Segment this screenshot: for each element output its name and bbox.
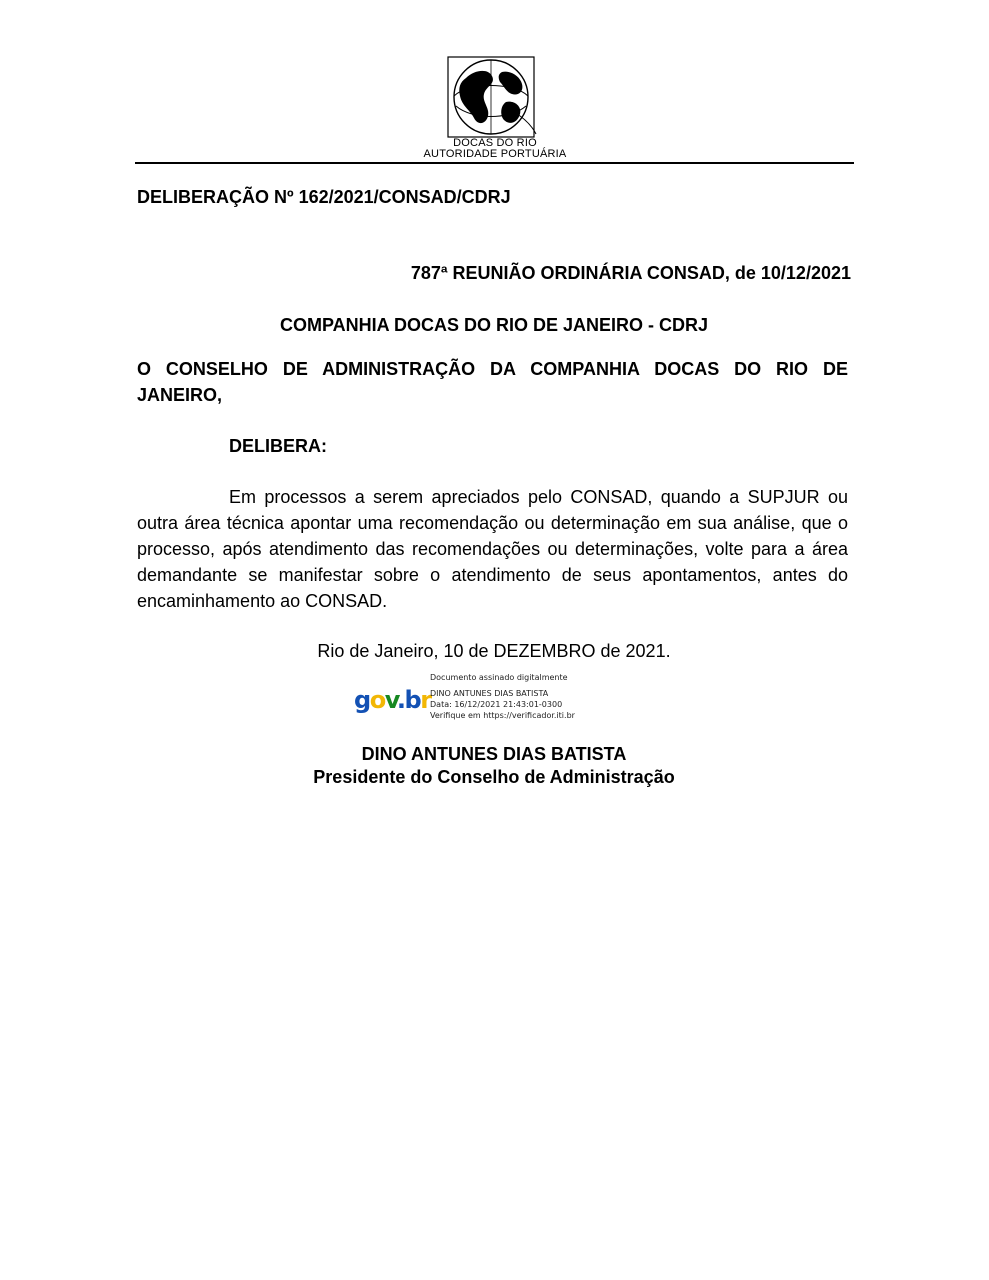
header-divider xyxy=(135,162,854,164)
delibera-label: DELIBERA: xyxy=(229,436,327,456)
govbr-logo-icon xyxy=(354,684,431,714)
signature-signer: DINO ANTUNES DIAS BATISTA xyxy=(430,689,549,698)
signature-date: Data: 16/12/2021 21:43:01-0300 xyxy=(430,700,563,709)
logo-org-name: DOCAS DO RIO xyxy=(453,137,537,149)
signature-caption: Documento assinado digitalmente xyxy=(430,673,568,682)
company-heading: COMPANHIA DOCAS DO RIO DE JANEIRO - CDRJ xyxy=(279,315,709,335)
place-date: Rio de Janeiro, 10 de DEZEMBRO de 2021. xyxy=(317,641,671,661)
signature-verify-link[interactable]: Verifique em https://verificador.iti.br xyxy=(430,711,575,720)
meeting-line: 787ª REUNIÃO ORDINÁRIA CONSAD, de 10/12/2021 xyxy=(410,263,851,283)
signer-title: Presidente do Conselho de Administração xyxy=(313,767,675,787)
council-statement: O CONSELHO DE ADMINISTRAÇÃO DA COMPANHIA DOCAS DO RIO DE JANEIRO, xyxy=(137,359,848,405)
docas-globe-logo-icon xyxy=(444,56,544,138)
body-paragraph-text: Em processos a serem apreciados pelo CONSAD, quando a SUPJUR ou outra área técnica apontar uma recomendação ou determinação em sua análise, que o processo, após atendimento das recomendações ou determinações, volte para a área demandante se manifestar sobre o atendimento de seus apontamentos, antes do encaminhamento ao CONSAD. xyxy=(137,487,848,611)
signer-name: DINO ANTUNES DIAS BATISTA xyxy=(361,744,627,764)
logo-org-subtitle: AUTORIDADE PORTUÁRIA xyxy=(423,148,567,160)
body-paragraph xyxy=(137,484,848,614)
deliberation-number: DELIBERAÇÃO Nº 162/2021/CONSAD/CDRJ xyxy=(137,187,511,207)
svg-text:gov.br: gov.br xyxy=(354,686,431,714)
